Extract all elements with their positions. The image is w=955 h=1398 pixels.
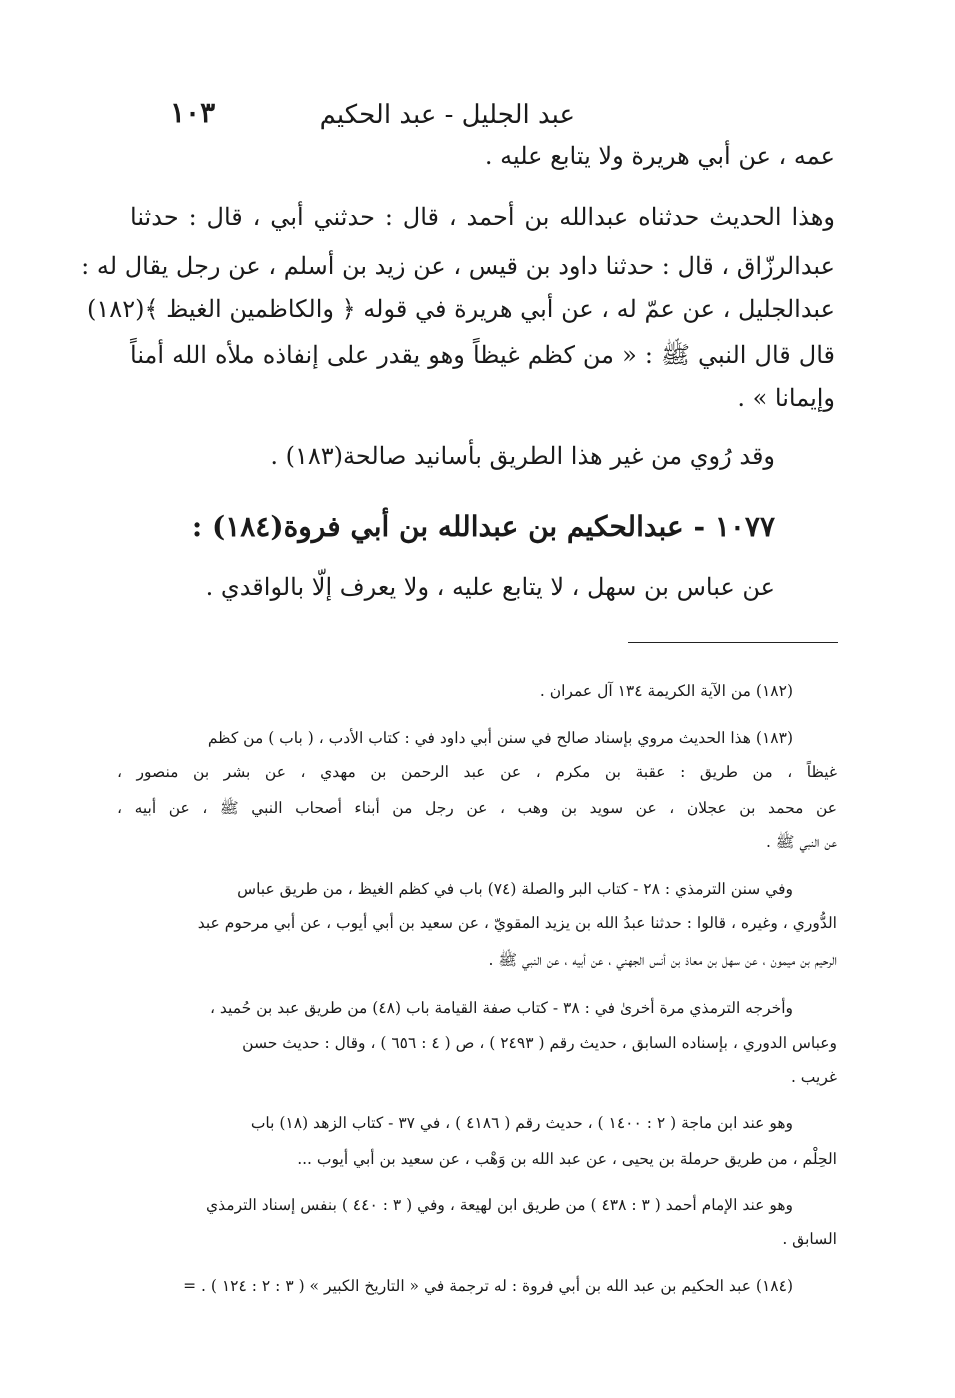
- text-line: قال قال النبي ﷺ : « من كظم غيظاً وهو يقدر على إنفاذه ملأه الله أمناً: [130, 341, 836, 369]
- text-line: عمه ، عن أبي هريرة ولا يتابع عليه .: [484, 142, 835, 170]
- footnote-tirmidhi-line: الدُّوري ، وغيره ، قالوا : حدثنا عبدُ الله بن يزيد المقويّ ، عن سعيد بن أبي أيوب ، عن أبي مرحوم عبد: [197, 914, 837, 932]
- footnote-ahmad-line: وهو عند الإمام أحمد ( ٣ : ٤٣٨ ) من طريق ابن لهيعة ، وفي ( ٣ : ٤٤٠ ) بنفس إسناد الترمذي: [206, 1196, 793, 1214]
- footnote-183-line: غيظاً ، من طريق : عقبة بن مكرم ، عن عبد الرحمن بن مهدي ، عن بشر بن منصور ،: [117, 763, 837, 781]
- footnote-ibnmajah-line: الحِلْم ، من طريق حرملة بن يحيى ، عن عبد الله بن وَهْب ، عن سعيد بن أبي أيوب ...: [297, 1150, 837, 1168]
- text-line: وإيمانا » .: [737, 384, 835, 412]
- footnote-182: (١٨٢) من الآية الكريمة ١٣٤ آل عمران .: [539, 682, 793, 700]
- footnote-separator: [628, 642, 838, 643]
- main-text: [81, 0, 836, 640]
- text-line: عبدالجليل ، عن عمّ له ، عن أبي هريرة في قوله ﴿ والكاظمين الغيظ ﴾(١٨٢): [87, 295, 835, 323]
- footnote-ibnmajah-line: وهو عند ابن ماجة ( ٢ : ١٤٠٠ ) ، حديث رقم ( ٤١٨٦ ) ، في ٣٧ - كتاب الزهد (١٨) باب: [250, 1114, 793, 1132]
- footnote-183-line: عن النبي ﷺ .: [765, 833, 837, 851]
- page-number: ١٠٣: [170, 96, 216, 129]
- footnote-183-line: عن محمد بن عجلان ، عن سويد بن وهب ، عن رجل من أبناء أصحاب النبي ﷺ ، عن أبيه ،: [117, 799, 837, 817]
- footnote-tirmidhi-line: وفي سنن الترمذي : ٢٨ - كتاب البر والصلة (٧٤) باب في كظم الغيظ ، من طريق عباس: [237, 880, 793, 898]
- footnote-tirmidhi2-line: وعباس الدوري ، بإسناده السابق ، حديث رقم ( ٢٤٩٣ ) ، ص ( ٤ : ٦٥٦ ) ، وقال : حديث حسن: [242, 1034, 837, 1052]
- text-line: عبدالرزّاق ، قال : حدثنا داود بن قيس ، عن زيد بن أسلم ، عن رجل يقال له :: [81, 252, 835, 280]
- text-line: وهذا الحديث حدثناه عبدالله بن أحمد ، قال : حدثني أبي ، قال : حدثنا: [130, 203, 835, 231]
- text-line: عن عباس بن سهل ، لا يتابع عليه ، ولا يعرف إلّا بالواقدي .: [205, 573, 775, 601]
- footnote-tirmidhi2-line: وأخرجه الترمذي مرة أخرىٰ في : ٣٨ - كتاب صفة القيامة باب (٤٨) من طريق عبد بن حُميد ،: [209, 999, 793, 1017]
- text-line: وقد رُوي من غير هذا الطريق بأسانيد صالحة(١٨٣) .: [270, 442, 775, 470]
- running-header: عبد الجليل - عبد الحكيم: [319, 100, 575, 130]
- footnote-184: (١٨٤) عبد الحكيم بن عبد الله بن أبي فروة : له ترجمة في « التاريخ الكبير » ( ٣ : ٢ : ١٢٤ ) . =: [183, 1277, 793, 1295]
- footnote-tirmidhi-line: الرحيم بن ميمون ، عن سهل بن معاذ بن أنس الجهني ، عن أبيه ، عن النبي ﷺ .: [488, 951, 837, 969]
- footnote-183-line: (١٨٣) هذا الحديث مروي بإسناد صالح في سنن أبي داود في : كتاب الأدب ، ( باب ) من كظم: [207, 729, 793, 747]
- footnote-tirmidhi2-line: غريب .: [790, 1068, 837, 1086]
- entry-heading: ١٠٧٧ - عبدالحكيم بن عبدالله بن أبي فروة(١٨٤) :: [191, 510, 775, 543]
- footnote-ahmad-line: السابق .: [782, 1230, 837, 1248]
